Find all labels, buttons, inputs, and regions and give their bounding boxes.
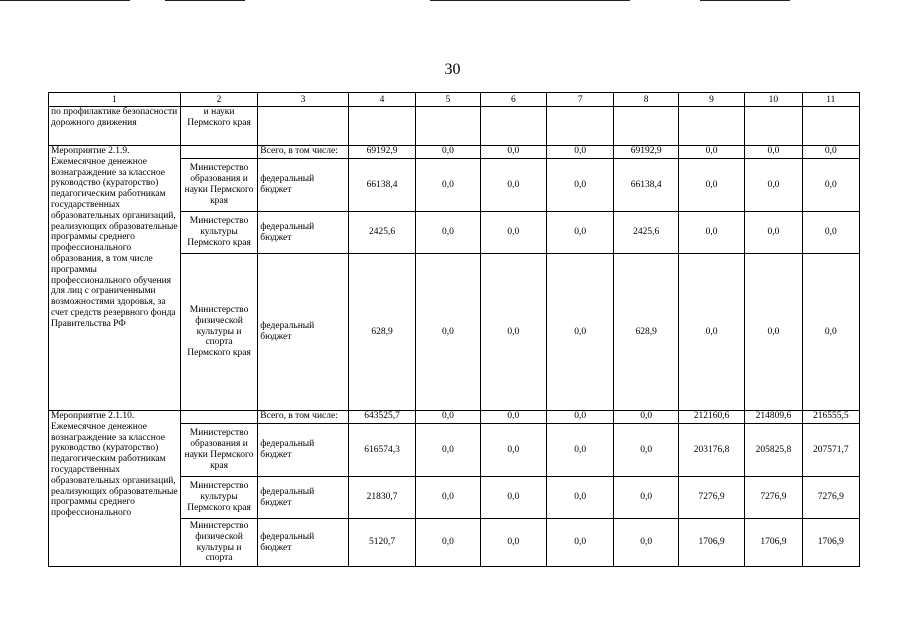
value-cell: 66138,4	[348, 159, 415, 212]
value-cell: 69192,9	[614, 146, 678, 159]
executor-cell: Министерство физической культуры и спорта	[180, 519, 257, 567]
value-cell: 0,0	[480, 159, 546, 212]
source-cell: федеральный бюджет	[258, 519, 349, 567]
value-cell: 0,0	[547, 477, 614, 519]
header-cell: 6	[480, 93, 546, 107]
value-cell: 643525,7	[348, 411, 415, 424]
header-cell: 10	[745, 93, 802, 107]
value-cell: 0,0	[614, 424, 678, 477]
header-cell: 4	[348, 93, 415, 107]
value-cell: 1706,9	[802, 519, 859, 567]
scan-edge-line	[165, 0, 245, 1]
value-cell: 0,0	[547, 411, 614, 424]
header-cell: 3	[258, 93, 349, 107]
value-cell: 0,0	[614, 519, 678, 567]
value-cell: 214809,6	[745, 411, 802, 424]
total-label: Всего, в том числе:	[258, 146, 349, 159]
source-cell: федеральный бюджет	[258, 212, 349, 254]
header-cell: 1	[49, 93, 181, 107]
value-cell: 0,0	[678, 146, 744, 159]
value-cell: 7276,9	[745, 477, 802, 519]
value-cell: 0,0	[416, 159, 480, 212]
source-cell: федеральный бюджет	[258, 424, 349, 477]
value-cell: 0,0	[480, 424, 546, 477]
value-cell: 0,0	[416, 212, 480, 254]
value-cell: 0,0	[745, 159, 802, 212]
value-cell: 0,0	[678, 212, 744, 254]
value-cell: 205825,8	[745, 424, 802, 477]
header-cell: 7	[547, 93, 614, 107]
value-cell: 2425,6	[348, 212, 415, 254]
value-cell: 0,0	[416, 519, 480, 567]
scan-edge-line	[700, 0, 790, 1]
scan-edge-line	[430, 0, 630, 1]
value-cell: 69192,9	[348, 146, 415, 159]
value-cell: 203176,8	[678, 424, 744, 477]
event-cell: по профилактике безопасности дорожного движения	[49, 107, 181, 146]
value-cell: 0,0	[802, 212, 859, 254]
value-cell: 212160,6	[678, 411, 744, 424]
header-cell: 9	[678, 93, 744, 107]
value-cell: 0,0	[547, 212, 614, 254]
value-cell: 0,0	[547, 159, 614, 212]
event-cell	[49, 411, 181, 567]
value-cell: 628,9	[614, 254, 678, 411]
executor-cell: Министерство образования и науки Пермского края	[180, 159, 257, 212]
value-cell: 0,0	[416, 424, 480, 477]
value-cell: 628,9	[348, 254, 415, 411]
executor-cell: и науки Пермского края	[180, 107, 257, 146]
executor-cell: Министерство образования и науки Пермского края	[180, 424, 257, 477]
scan-edge-line	[0, 0, 130, 1]
table-row	[49, 146, 860, 159]
value-cell: 0,0	[416, 254, 480, 411]
value-cell: 0,0	[416, 411, 480, 424]
value-cell: 0,0	[480, 519, 546, 567]
event-title: Мероприятие 2.1.10.	[51, 411, 135, 421]
value-cell: 616574,3	[348, 424, 415, 477]
value-cell: 0,0	[802, 254, 859, 411]
header-row	[49, 93, 860, 107]
value-cell: 0,0	[416, 477, 480, 519]
value-cell: 0,0	[480, 146, 546, 159]
value-cell: 21830,7	[348, 477, 415, 519]
source-cell: федеральный бюджет	[258, 159, 349, 212]
value-cell: 66138,4	[614, 159, 678, 212]
value-cell: 0,0	[802, 159, 859, 212]
value-cell: 0,0	[547, 519, 614, 567]
event-description: Ежемесячное денежное вознаграждение за классное руководство (кураторство) педагогическим работникам государственных образовательных организаций, реализующих образовательные программы среднего профессионального образования, в том числе программы профессионального обучения для лиц с ограниченными возможностями здоровья, за счет средств резервного фонда Правительства РФ	[51, 156, 178, 329]
value-cell: 0,0	[547, 146, 614, 159]
value-cell: 0,0	[480, 254, 546, 411]
event-description: Ежемесячное денежное вознаграждение за классное руководство (кураторство) педагогическим работникам государственных образовательных организаций, реализующих образовательные программы среднего профессионального	[51, 421, 178, 519]
executor-cell: Министерство культуры Пермского края	[180, 477, 257, 519]
value-cell: 0,0	[745, 212, 802, 254]
value-cell: 0,0	[480, 477, 546, 519]
value-cell: 0,0	[480, 212, 546, 254]
value-cell: 0,0	[614, 411, 678, 424]
header-cell: 5	[416, 93, 480, 107]
executor-cell: Министерство физической культуры и спорта Пермского края	[180, 254, 257, 411]
value-cell: 7276,9	[678, 477, 744, 519]
header-cell: 8	[614, 93, 678, 107]
event-title: Мероприятие 2.1.9.	[51, 146, 130, 156]
value-cell: 0,0	[416, 146, 480, 159]
value-cell: 0,0	[547, 424, 614, 477]
value-cell: 0,0	[745, 146, 802, 159]
source-cell: федеральный бюджет	[258, 477, 349, 519]
value-cell: 1706,9	[678, 519, 744, 567]
value-cell: 5120,7	[348, 519, 415, 567]
value-cell: 0,0	[614, 477, 678, 519]
value-cell: 2425,6	[614, 212, 678, 254]
value-cell: 0,0	[678, 254, 744, 411]
executor-cell: Министерство культуры Пермского края	[180, 212, 257, 254]
header-cell: 2	[180, 93, 257, 107]
value-cell: 207571,7	[802, 424, 859, 477]
budget-table	[48, 92, 860, 567]
value-cell: 0,0	[547, 254, 614, 411]
header-cell: 11	[802, 93, 859, 107]
value-cell: 216555,5	[802, 411, 859, 424]
value-cell: 0,0	[802, 146, 859, 159]
value-cell: 0,0	[480, 411, 546, 424]
value-cell: 0,0	[745, 254, 802, 411]
value-cell: 7276,9	[802, 477, 859, 519]
value-cell: 0,0	[678, 159, 744, 212]
total-label: Всего, в том числе:	[258, 411, 349, 424]
continuation-row	[49, 107, 860, 146]
page-number: 30	[444, 61, 461, 78]
table-row	[49, 411, 860, 424]
value-cell: 1706,9	[745, 519, 802, 567]
event-cell	[49, 146, 181, 411]
source-cell: федеральный бюджет	[258, 254, 349, 411]
